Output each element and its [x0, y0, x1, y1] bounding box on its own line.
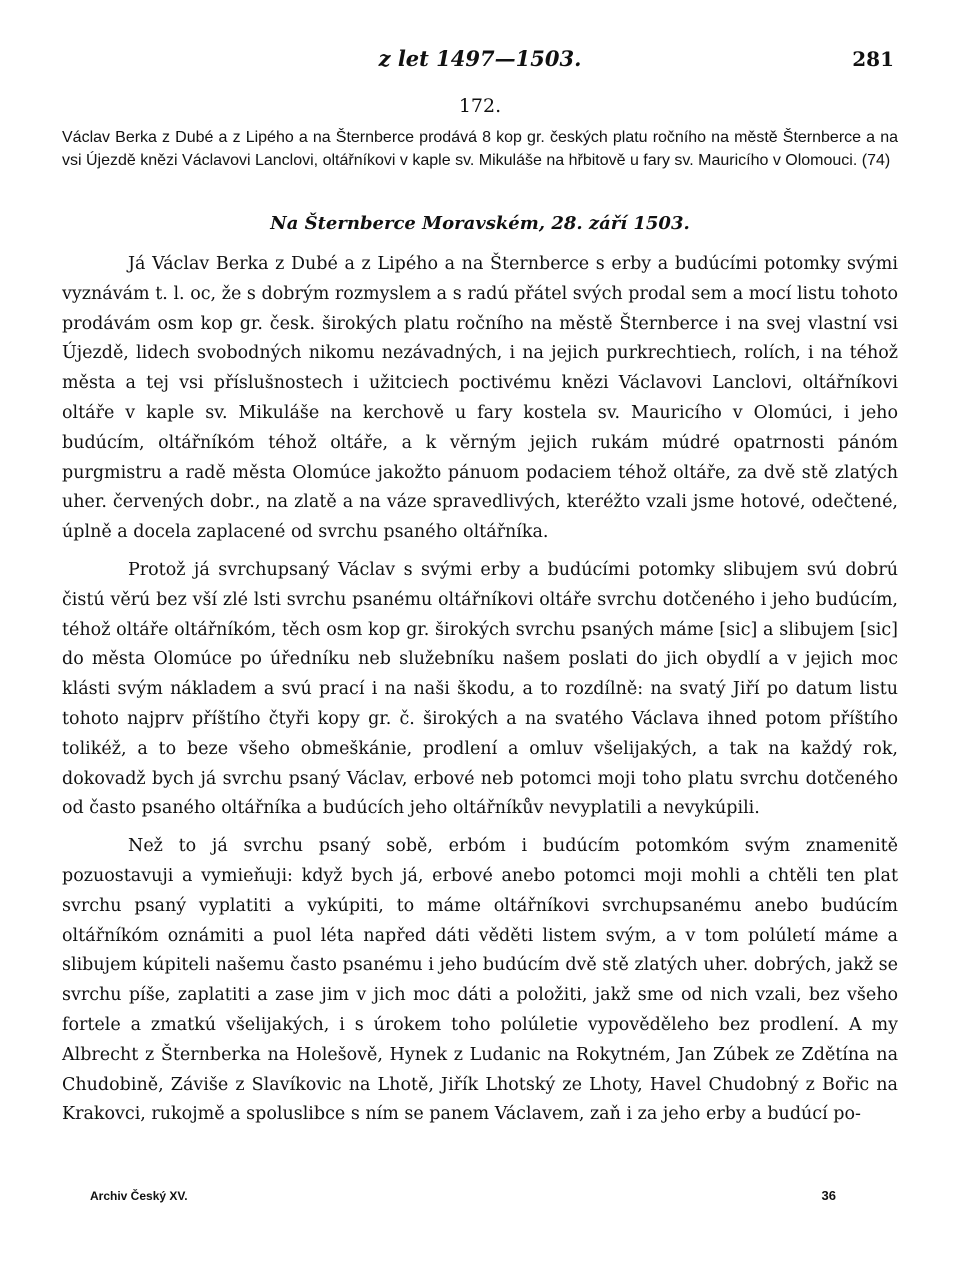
running-title: z let 1497—1503. [378, 46, 582, 71]
document-dating: Na Šternberce Moravském, 28. září 1503. [270, 213, 690, 234]
document-regest: Václav Berka z Dubé a z Lipého a na Šternberce prodává 8 kop gr. českých platu ročního na městě Šternberce a na vsi Újezdě knězi Václavovi Lanclovi, oltářníkovi v kaple sv. Mikuláše na hřbitově u fary sv. Mauricího v Olomouci. (74) [62, 129, 898, 169]
body-paragraph: Než to já svrchu psaný sobě, erbóm i budúcím potomkóm svým znamenitě pozuostavuji a vymieňuji: když bych já, erbové anebo potomci moji mohli a chtěli ten plat svrchu psaný vyplatiti a vykúpiti, to máme oltářníkovi svrchupsanému anebo budúcím oltářníkóm oznámiti a puol léta napřed dáti věděti listem svým, a v tom polúletí máme a slibujem kúpiteli našemu často psanému i jeho budúcím dvě stě zlatých uher. dobrých, jakž se svrchu píše, zaplatiti a zase jim v jich moc dáti a položiti, jakž sme od nich vzali, bez všeho fortele a zmatkú všelijakých, i s úrokem toho polúletie vypověděleho bez prodlení. A my Albrecht z Šternberka na Holešově, Hynek z Ludanic na Rokytném, Jan Zúbek ze Zdětína na Chudobině, Záviše z Slavíkovic na Lhotě, Jiřík Lhotský ze Lhoty, Havel Chudobný z Bořic na Krakovci, rukojmě a spoluslibce s ním se panem Václavem, zaň i za jeho erby a budúcí po- [62, 836, 898, 1125]
signature-mark: Archiv Český XV. [90, 1189, 188, 1203]
running-head [0, 44, 960, 74]
document-number: 172. [458, 95, 502, 117]
body-paragraph: Já Václav Berka z Dubé a z Lipého a na Šternberce s erby a budúcími potomky svými vyznávám t. l. oc, že s dobrým rozmyslem a s radú přátel svých prodal sem a mocí listu tohoto prodávám osm kop gr. česk. širokých platu ročního na městě Šternberce i na svej vlastní vsi Újezdě, lidech svobodných nikomu nezávadných, i na jejich purkrechtiech, rolích, i na téhož města a tej vsi příslušnostech i užitciech poctivému knězi Václavovi Lanclovi, oltářníkovi oltáře v kaple sv. Mikuláše na kerchově u fary kostela sv. Mauricího v Olomúci, i jeho budúcím, oltářníkóm téhož oltáře, a k věrným jejich rukám múdré opatrnosti pánóm purgmistru a radě města Olomúce jakožto pánuom podaciem téhož oltáře, za dvě stě zlatých uher. červených dobr., na zlatě a na váze spravedlivých, kteréžto vzali jsme hotové, odečtené, úplně a docela zaplacené od svrchu psaného oltářníka. [62, 254, 898, 543]
document-body [62, 250, 898, 1130]
page-footer [90, 1184, 836, 1208]
page-number: 281 [852, 47, 894, 71]
sheet-number: 36 [821, 1188, 836, 1203]
body-paragraph: Protož já svrchupsaný Václav s svými erby a budúcími potomky slibujem svú dobrú čistú věrú bez vší zlé lsti svrchu psanému oltářníkovi oltáře svrchu dotčeného i jeho budúcím, téhož oltáře oltářníkóm, těch osm kop gr. širokých svrchu psaných máme [sic] a slibujem [sic] do města Olomúce po úředníku neb služebníku našem poslati do jich obydlí a v jejich moc klásti svým nákladem a svú prací i na naši škodu, a to rozdílně: na svatý Jiří po datum listu tohoto najprv příštího čtyři kopy gr. č. širokých a na svatého Václava ihned potom příštího tolikéž, a to beze všeho obmeškánie, prodlení a omluv všelijakých, a tak na každý rok, dokovadž bych já svrchu psaný Václav, erbové neb potomci moji toho platu svrchu dotčeného od často psaného oltářníka a budúcích jeho oltářníkův nevyplatili a nevykúpili. [62, 559, 898, 819]
